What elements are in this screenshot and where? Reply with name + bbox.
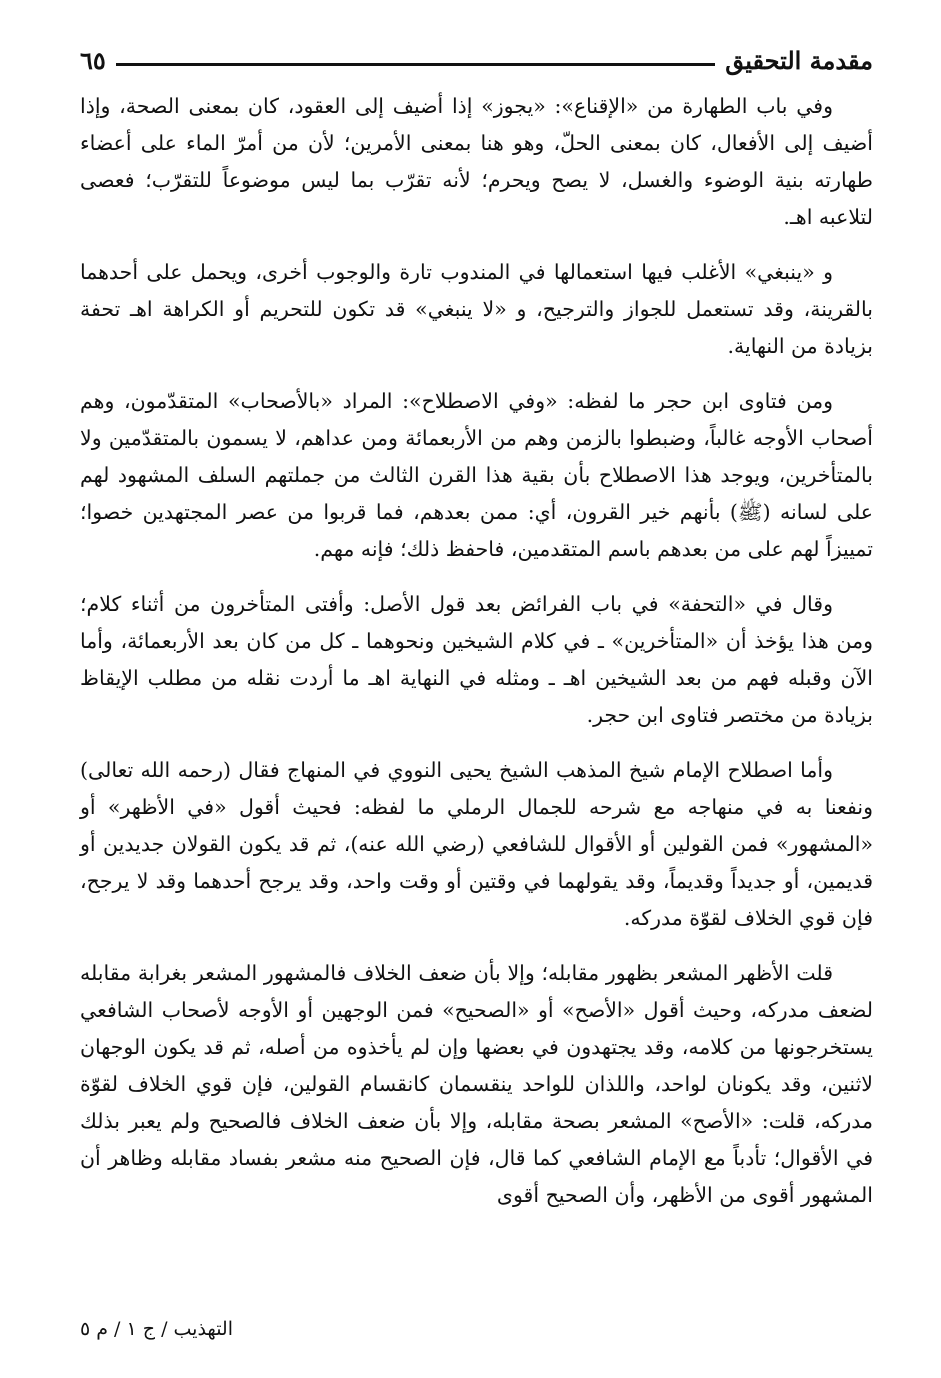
paragraph-yanbaghi: و «ينبغي» الأغلب فيها استعمالها في المندوب تارة والوجوب أخرى، ويحمل على أحدهما بالقرينة، وقد تستعمل للجواز والترجيح، و «لا ينبغي» قد تكون للتحريم أو الكراهة اهـ تحفة بزيادة من النهاية. <box>80 260 873 358</box>
page-number: ٦٥ <box>80 45 106 75</box>
paragraph-nawawi-minhaj: وأما اصطلاح الإمام شيخ المذهب الشيخ يحيى النووي في المنهاج فقال (رحمه الله تعالى) ونفعنا به في منهاجه مع شرحه للجمال الرملي ما لفظه: فحيث أقول «في الأظهر» أو «المشهور» فمن القولين أو الأقوال للشافعي (رضي الله عنه)، ثم قد يكون القولان جديدين أو قديمين، أو جديداً وقديماً، وقد يقولهما في وقتين أو وقت واحد، وقد يرجح أحدهما وقد لا يرجح، فإن قوي الخلاف لقوّة مدركه. <box>80 758 873 930</box>
paragraph-azhar-ashah: قلت الأظهر المشعر بظهور مقابله؛ وإلا بأن ضعف الخلاف فالمشهور المشعر بغرابة مقابله لضعف مدركه، وحيث أقول «الأصح» أو «الصحيح» فمن الوجهين أو الأوجه لأصحاب الشافعي يستخرجونها من كلامه، وقد يجتهدون في بعضها وإن لم يأخذوه من أصله، ثم قد يكون الوجهان لاثنين، وقد يكونان لواحد، واللذان للواحد ينقسمان كانقسام القولين، فإن قوي الخلاف لقوّة مدركه، قلت: «الأصح» المشعر بصحة مقابله، وإلا بأن ضعف الخلاف فالصحيح ولم يعبر بذلك في الأقوال؛ تأدباً مع الإمام الشافعي كما قال، فإن الصحيح منه مشعر بفساد مقابله وظاهر أن المشهور أقوى من الأظهر، وأن الصحيح أقوى <box>80 961 873 1207</box>
paragraph-fatawa-ibn-hajar: ومن فتاوى ابن حجر ما لفظه: «وفي الاصطلاح»: المراد «بالأصحاب» المتقدّمون، وهم أصحاب الأوجه غالباً، وضبطوا بالزمن وهم من الأربعمائة ومن عداهم، لا يسمون بالمتقدّمين ولا بالمتأخرين، ويوجد هذا الاصطلاح بأن بقية هذا القرن الثالث من جملتهم السلف المشهود لهم على لسانه (ﷺ) بأنهم خير القرون، أي: ممن بعدهم، فما قربوا من عصر المجتهدين خصوا؛ تمييزاً لهم على من بعدهم باسم المتقدمين، فاحفظ ذلك؛ فإنه مهم. <box>80 389 873 561</box>
paragraph-tuhfa-faraid: وقال في «التحفة» في باب الفرائض بعد قول الأصل: وأفتى المتأخرون من أثناء كلام؛ ومن هذا يؤخذ أن «المتأخرين» ـ في كلام الشيخين ونحوهما ـ كل من كان بعد الأربعمائة، وأما الآن وقبله فهم من بعد الشيخين اهـ ـ ومثله في النهاية اهـ ما أردت نقله من مطلب الإيقاظ بزيادة من مختصر فتاوى ابن حجر. <box>80 592 873 727</box>
header-rule <box>116 63 715 66</box>
footer-signature <box>80 1318 873 1340</box>
signature-mark: التهذيب / ج ١ / م ٥ <box>80 1318 233 1340</box>
running-header <box>80 42 873 78</box>
header-title: مقدمة التحقيق <box>725 45 873 75</box>
body-text <box>80 88 873 1232</box>
paragraph-iqna-tahara: وفي باب الطهارة من «الإقناع»: «يجوز» إذا أضيف إلى العقود، كان بمعنى الصحة، وإذا أضيف إلى الأفعال، كان بمعنى الحلّ، وهو هنا بمعنى الأمرين؛ لأن من أمرّ الماء على أعضاء طهارته بنية الوضوء والغسل، لا يصح ويحرم؛ لأنه تقرّب بما ليس موضوعاً للتقرّب؛ فعصى لتلاعبه اهـ. <box>80 94 873 229</box>
